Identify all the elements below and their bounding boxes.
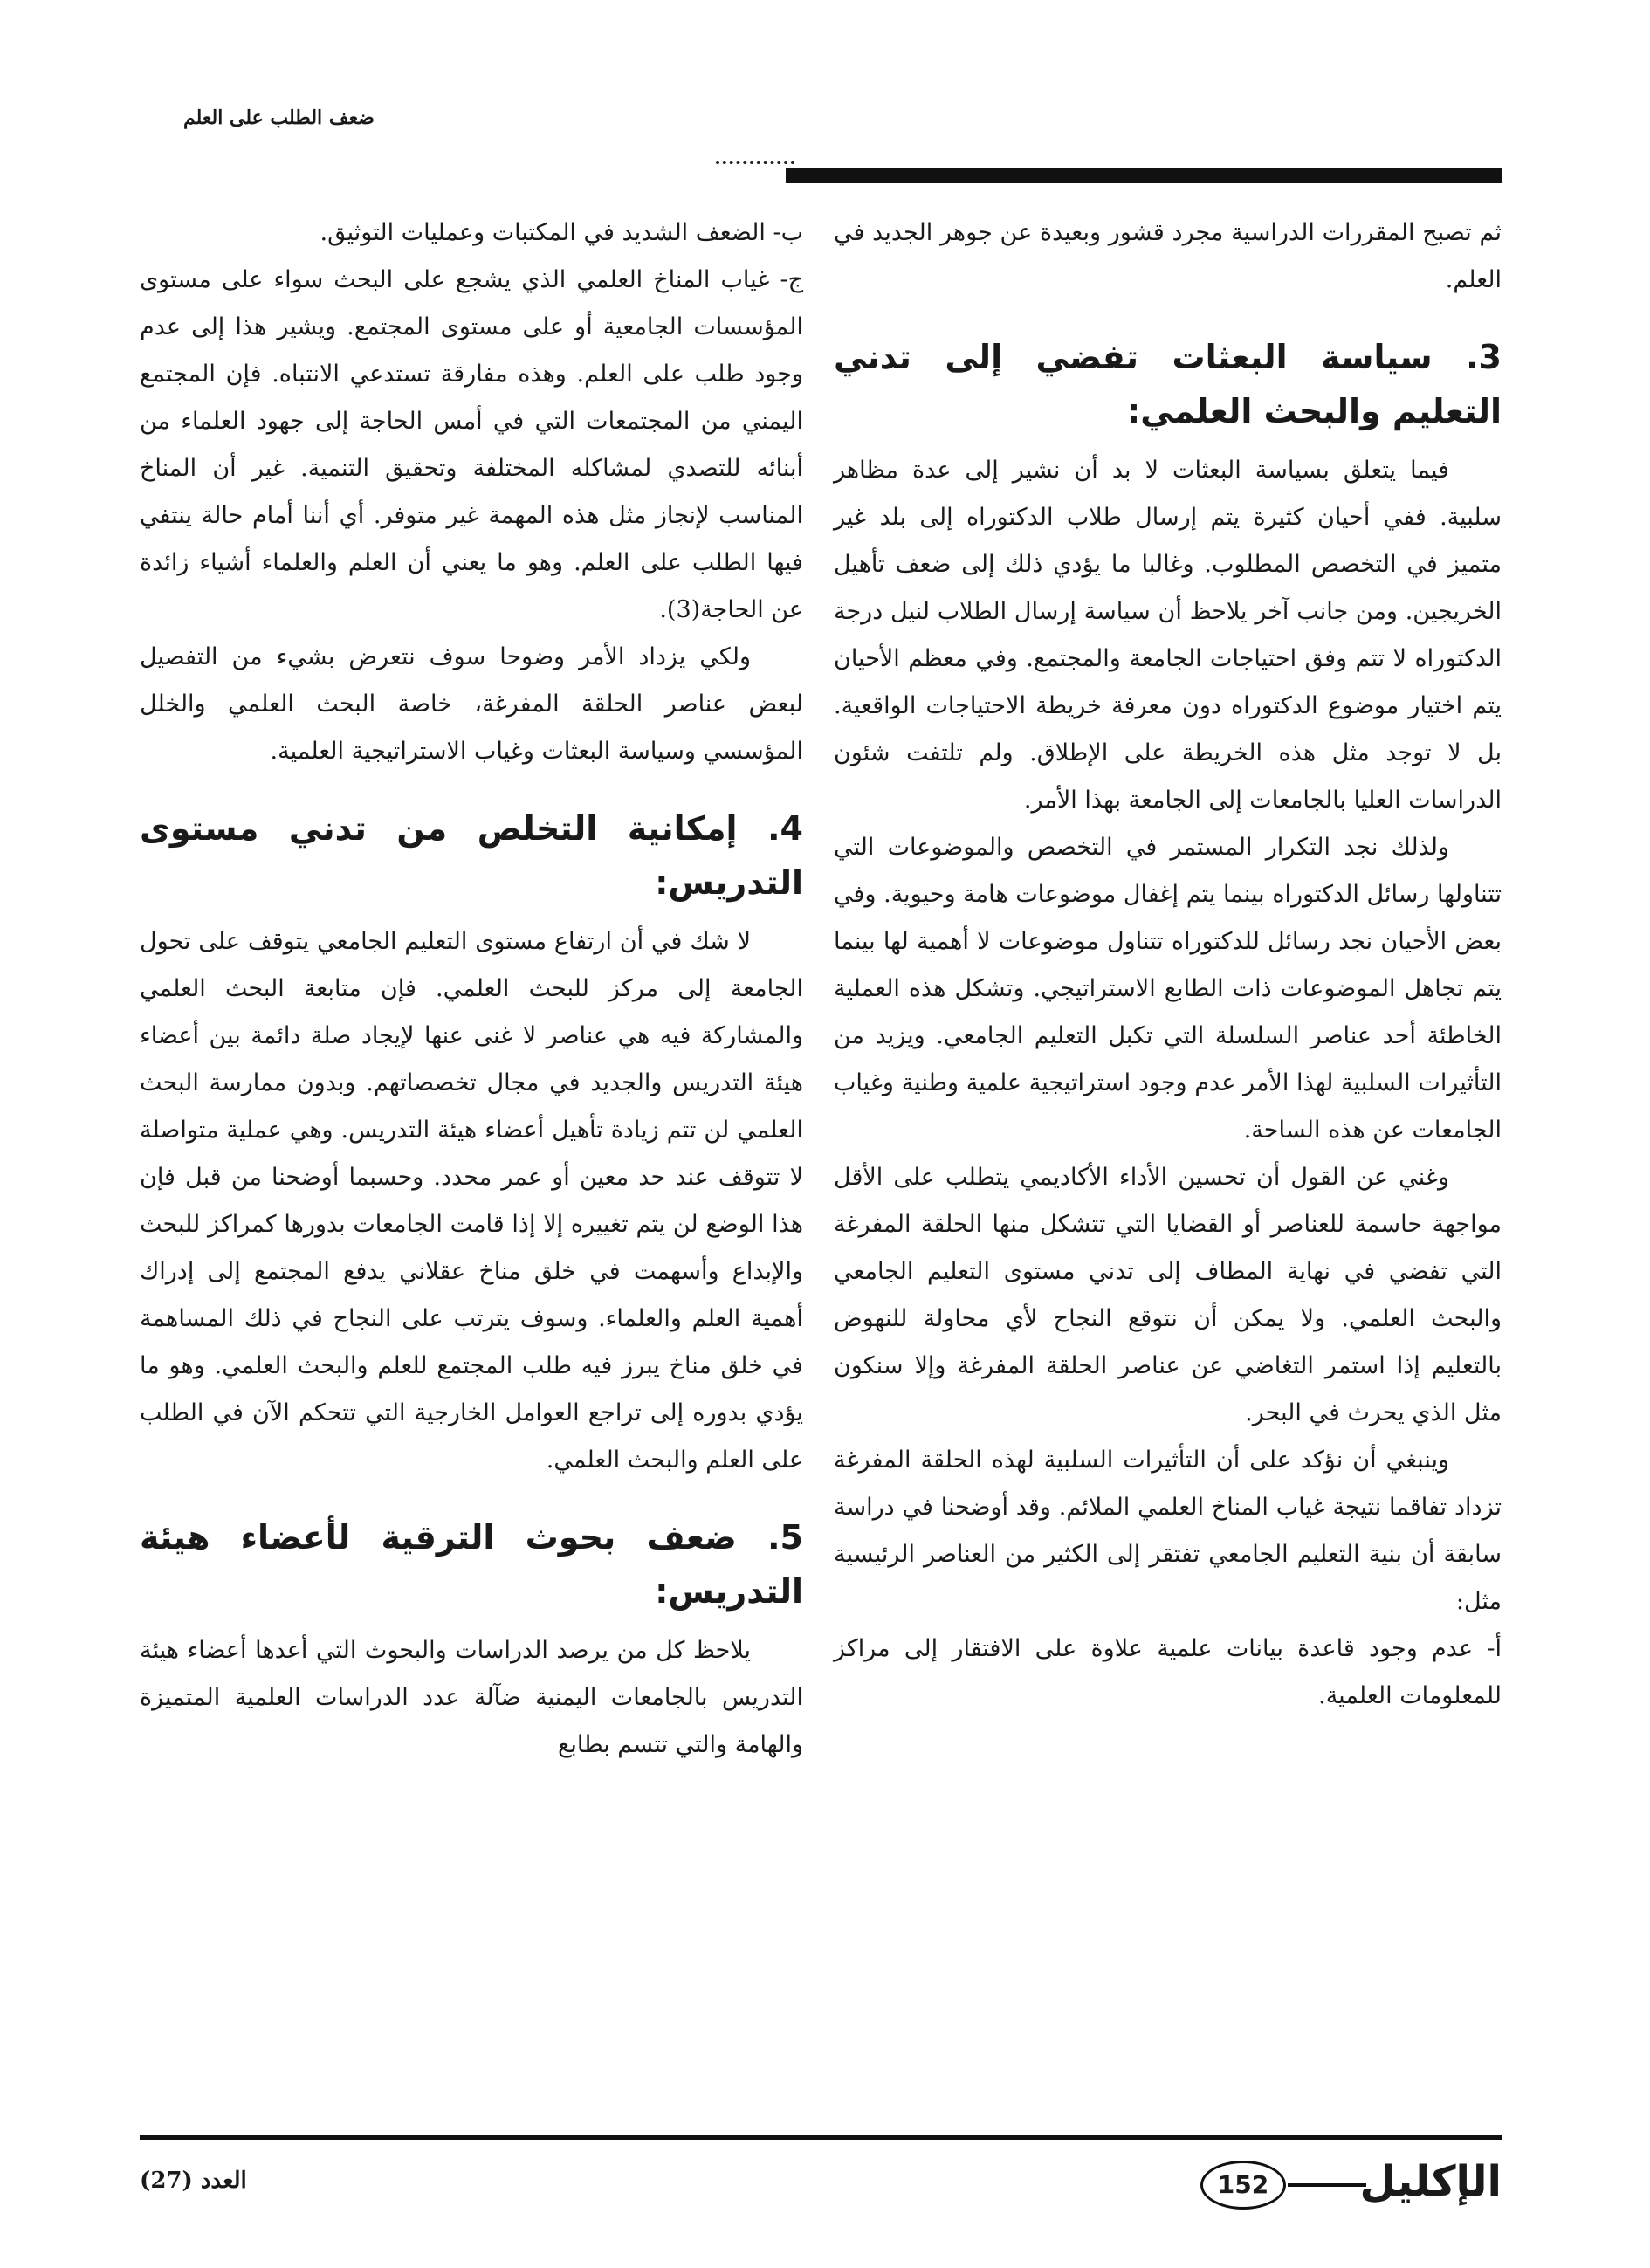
top-rule [786,168,1502,183]
right-paragraph-4: وغني عن القول أن تحسين الأداء الأكاديمي يتطلب على الأقل مواجهة حاسمة للعناصر أو القضايا التي تتشكل منها الحلقة المفرغة التي تفضي في نهاية المطاف إلى تدني مستوى التعليم الجامعي والبحث العلمي. ولا يمكن أن نتوقع النجاح لأي محاولة للنهوض بالتعليم إذا استمر التغاضي عن عناصر الحلقة المفرغة وإلا سنكون مثل الذي يحرث في البحر. [834,1164,1502,1426]
right-paragraph-1: ثم تصبح المقررات الدراسية مجرد قشور وبعيدة عن جوهر الجديد في العلم. [834,219,1502,293]
right-paragraph-3: ولذلك نجد التكرار المستمر في التخصص والموضوعات التي تتناولها رسائل الدكتوراه بينما يتم إغفال موضوعات هامة وحيوية. وفي بعض الأحيان نجد رسائل للدكتوراه تتناول موضوعات لا أهمية لها بينما يتم تجاهل الموضوعات ذات الطابع الاستراتيجي. وتشكل هذه العملية الخاطئة أحد عناصر السلسلة التي تكبل التعليم الجامعي. ويزيد من التأثيرات السلبية لهذا الأمر عدم وجود استراتيجية علمية وطنية وغياب الجامعات عن هذه الساحة. [834,834,1502,1144]
section-heading-5: 5. ضعف بحوث الترقية لأعضاء هيئة التدريس: [140,1518,803,1611]
left-paragraph-1: ولكي يزداد الأمر وضوحا سوف نتعرض بشيء من التفصيل لبعض عناصر الحلقة المفرغة، خاصة البحث العلمي والخلل المؤسسي وسياسة البعثات وغياب الاستراتيجية العلمية. [140,643,803,765]
right-paragraph-5: وينبغي أن نؤكد على أن التأثيرات السلبية لهذه الحلقة المفرغة تزداد تفاقما نتيجة غياب المناخ العلمي الملائم. وقد أوضحنا في دراسة سابقة أن بنية التعليم الجامعي تفتقر إلى الكثير من العناصر الرئيسية مثل: [834,1447,1502,1615]
bottom-rule [140,2135,1502,2140]
left-paragraph-2: لا شك في أن ارتفاع مستوى التعليم الجامعي يتوقف على تحول الجامعة إلى مركز للبحث العلمي. فإن متابعة البحث العلمي والمشاركة فيه هي عناصر لا غنى عنها لإيجاد صلة دائمة بين أعضاء هيئة التدريس والجديد في مجال تخصصاتهم. وبدون ممارسة البحث العلمي لن تتم زيادة تأهيل أعضاء هيئة التدريس. وهي عملية متواصلة لا تتوقف عند حد معين أو عمر محدد. وحسبما أوضحنا من قبل فإن هذا الوضع لن يتم تغييره إلا إذا قامت الجامعات بدورها كمراكز للبحث والإبداع وأسهمت في خلق مناخ عقلاني يدفع المجتمع إلى إدراك أهمية العلم والعلماء. وسوف يترتب على النجاح في ذلك المساهمة في خلق مناخ يبرز فيه طلب المجتمع للعلم والبحث العلمي. وهو ما يؤدي بدوره إلى تراجع العوامل الخارجية التي تتحكم الآن في الطلب على العلم والبحث العلمي. [140,928,803,1474]
footer-line [1288,2183,1366,2187]
section-heading-3: 3. سياسة البعثات تفضي إلى تدني التعليم والبحث العلمي: [834,338,1502,430]
top-rule-dots [716,161,794,173]
list-item-a: أ- عدم وجود قاعدة بيانات علمية علاوة على الافتقار إلى مراكز للمعلومات العلمية. [834,1635,1502,1709]
running-title: ضعف الطلب على العلم [183,107,375,129]
list-item-b: ب- الضعف الشديد في المكتبات وعمليات التوثيق. [320,219,803,246]
page-number: 152 [1200,2161,1286,2210]
left-column [140,210,803,1769]
left-paragraph-3: يلاحظ كل من يرصد الدراسات والبحوث التي أعدها أعضاء هيئة التدريس بالجامعات اليمنية ضآلة عدد الدراسات العلمية المتميزة والهامة والتي تتسم بطابع [140,1637,803,1758]
right-paragraph-2: فيما يتعلق بسياسة البعثات لا بد أن نشير إلى عدة مظاهر سلبية. ففي أحيان كثيرة يتم إرسال طلاب الدكتوراه إلى بلد غير متميز في التخصص المطلوب. وغالبا ما يؤدي ذلك إلى ضعف تأهيل الخريجين. ومن جانب آخر يلاحظ أن سياسة إرسال الطلاب لنيل درجة الدكتوراه لا تتم وفق احتياجات الجامعة والمجتمع. وفي معظم الأحيان يتم اختيار موضوع الدكتوراه دون معرفة خريطة الاحتياجات الواقعية. بل لا توجد مثل هذه الخريطة على الإطلاق. ولم تلتفت شئون الدراسات العليا بالجامعات إلى الجامعة بهذا الأمر. [834,457,1502,814]
page-footer [140,2157,1502,2230]
section-heading-4: 4. إمكانية التخلص من تدني مستوى التدريس: [140,809,803,902]
list-item-c: ج- غياب المناخ العلمي الذي يشجع على البحث سواء على مستوى المؤسسات الجامعية أو على مستوى المجتمع. ويشير هذا إلى عدم وجود طلب على العلم. وهذه مفارقة تستدعي الانتباه. فإن المجتمع اليمني من المجتمعات التي في أمس الحاجة إلى جهود العلماء من أبنائه للتصدي لمشاكله المختلفة وتحقيق التنمية. غير أن المناخ المناسب لإنجاز مثل هذه المهمة غير متوفر. أي أننا أمام حالة ينتفي فيها الطلب على العلم. وهو ما يعني أن العلم والعلماء أشياء زائدة عن الحاجة(3). [140,266,803,623]
issue-label: العدد (27) [140,2168,247,2194]
right-column [834,210,1502,1720]
journal-logo: الإكليل [1359,2157,1502,2206]
